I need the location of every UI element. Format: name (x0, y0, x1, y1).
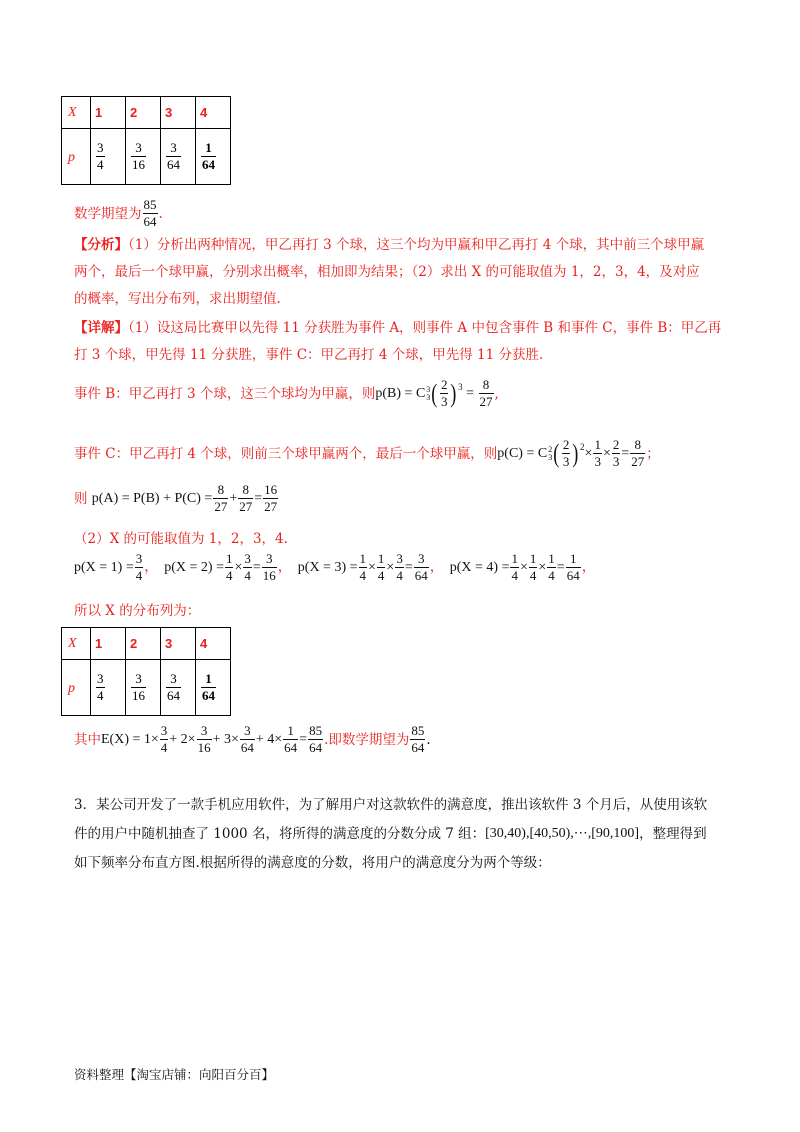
event-c-formula: p(C) = C 2 3 ( $\frac{2}{3}$ ) 2 × $\frac{1}{3}$ × $\frac{2}{3}$ = $\frac{8}{27}$ (497, 437, 645, 469)
expectation-formula-line: 其中 E(X) = 1× $\frac{3}{4}$ + 2× $\frac{3}{16}$ + 3× $\frac{3}{64}$ + 4× $\frac{1}{64}$ = $\frac{85}{64}$ .即数学期望为 $\frac{85}{64}$ . (74, 723, 431, 755)
event-c-line: 事件 C：甲乙再打 4 个球，则前三个球甲赢两个，最后一个球甲赢，则 p(C) = C 2 3 ( $\frac{2}{3}$ ) 2 × $\frac{1}{3}$ × $\frac{2}{3}$ = $\frac{8}{27}$ ； (74, 437, 660, 469)
prob-fraction: $\frac{3}{4}$ (97, 671, 104, 703)
analysis-line-1: 【分析】（1）分析出两种情况，甲乙再打 3 个球，这三个均为甲赢和甲乙再打 4 个球，其中前三个球甲赢 (74, 237, 705, 253)
probabilities-line (74, 552, 596, 583)
detail-line-2: 打 3 个球，甲先得 11 分获胜，事件 C：甲乙再打 4 个球，甲先得 11 分获胜. (74, 347, 544, 363)
table-row-label: p (68, 680, 75, 696)
problem3-line-2: 件的用户中随机抽查了 1000 名，将所得的满意度的分数分成 7 组： [30,40),[40,50),⋯,[90,100] ，整理得到 (74, 826, 707, 842)
problem3-line-1: 3．某公司开发了一款手机应用软件，为了解用户对这款软件的满意度，推出该软件 3 个月后，从使用该软 (74, 797, 708, 813)
prob-x3: p(X = 3) = $\frac{1}{4}$ × $\frac{1}{4}$ × $\frac{3}{4}$ = $\frac{3}{64}$ ， (297, 551, 444, 583)
problem3-line-3: 如下频率分布直方图.根据所得的满意度的分数，将用户的满意度分为两个等级： (74, 855, 551, 871)
table-header-cell: 2 (126, 97, 161, 129)
event-b-line: 事件 B：甲乙再打 3 个球，这三个球均为甲赢，则 p(B) = C 3 3 ( $\frac{2}{3}$ ) 3 = $\frac{8}{27}$ , (74, 377, 499, 409)
part2-line: （2）X 的可能取值为 1，2，3，4. (74, 531, 288, 547)
table-header-cell: 3 (161, 628, 196, 660)
prob-fraction: $\frac{3}{16}$ (132, 671, 145, 703)
prob-fraction: $\frac{3}{4}$ (97, 140, 104, 172)
prob-fraction: $\frac{3}{16}$ (132, 140, 145, 172)
prob-x1: p(X = 1) = $\frac{3}{4}$ ， (74, 551, 159, 583)
expectation-formula: E(X) = 1× $\frac{3}{4}$ + 2× $\frac{3}{16}$ + 3× $\frac{3}{64}$ + 4× $\frac{1}{64}$ = $\frac{85}{64}$ (101, 723, 323, 755)
table-header-cell: 1 (91, 97, 126, 129)
distribution-table-top (61, 96, 231, 185)
table-header-x: X (68, 636, 77, 651)
table-header-cell: 2 (126, 628, 161, 660)
table-header-cell: 3 (161, 97, 196, 129)
footer-text: 资料整理【淘宝店铺：向阳百分百】 (74, 1067, 275, 1082)
expectation-line: 数学期望为 $\frac{85}{64}$ . (74, 197, 163, 229)
prob-x4: p(X = 4) = $\frac{1}{4}$ × $\frac{1}{4}$ × $\frac{1}{4}$ = $\frac{1}{64}$ ， (449, 551, 596, 583)
table-header-cell: 4 (196, 628, 231, 660)
distribution-intro: 所以 X 的分布列为： (74, 603, 201, 619)
table-row-label: p (68, 149, 75, 165)
pa-line: 则 p(A) = P(B) + P(C) = $\frac{8}{27}$ + $\frac{8}{27}$ = $\frac{16}{27}$ (74, 482, 278, 514)
event-b-formula: p(B) = C 3 3 ( $\frac{2}{3}$ ) 3 = $\frac{8}{27}$ (375, 377, 493, 409)
prob-x2: p(X = 2) = $\frac{1}{4}$ × $\frac{3}{4}$ = $\frac{3}{16}$ ， (164, 551, 292, 583)
prob-fraction: $\frac{1}{64}$ (202, 140, 215, 172)
pa-formula: p(A) = P(B) + P(C) = $\frac{8}{27}$ + $\frac{8}{27}$ = $\frac{16}{27}$ (91, 482, 278, 514)
distribution-table-bottom (61, 627, 231, 716)
table-header-cell: 4 (196, 97, 231, 129)
analysis-line-3: 的概率，写出分布列，求出期望值. (74, 291, 281, 307)
prob-fraction: $\frac{3}{64}$ (167, 671, 180, 703)
detail-line-1: 【详解】（1）设这局比赛甲以先得 11 分获胜为事件 A，则事件 A 中包含事件 B 和事件 C，事件 B：甲乙再 (74, 320, 722, 336)
analysis-line-2: 两个，最后一个球甲赢，分别求出概率，相加即为结果；（2）求出 X 的可能取值为 1，2，3，4，及对应 (74, 264, 700, 280)
prob-fraction: $\frac{3}{64}$ (167, 140, 180, 172)
table-header-cell: 1 (91, 628, 126, 660)
table-header-x: X (68, 105, 77, 120)
prob-fraction: $\frac{1}{64}$ (202, 671, 215, 703)
